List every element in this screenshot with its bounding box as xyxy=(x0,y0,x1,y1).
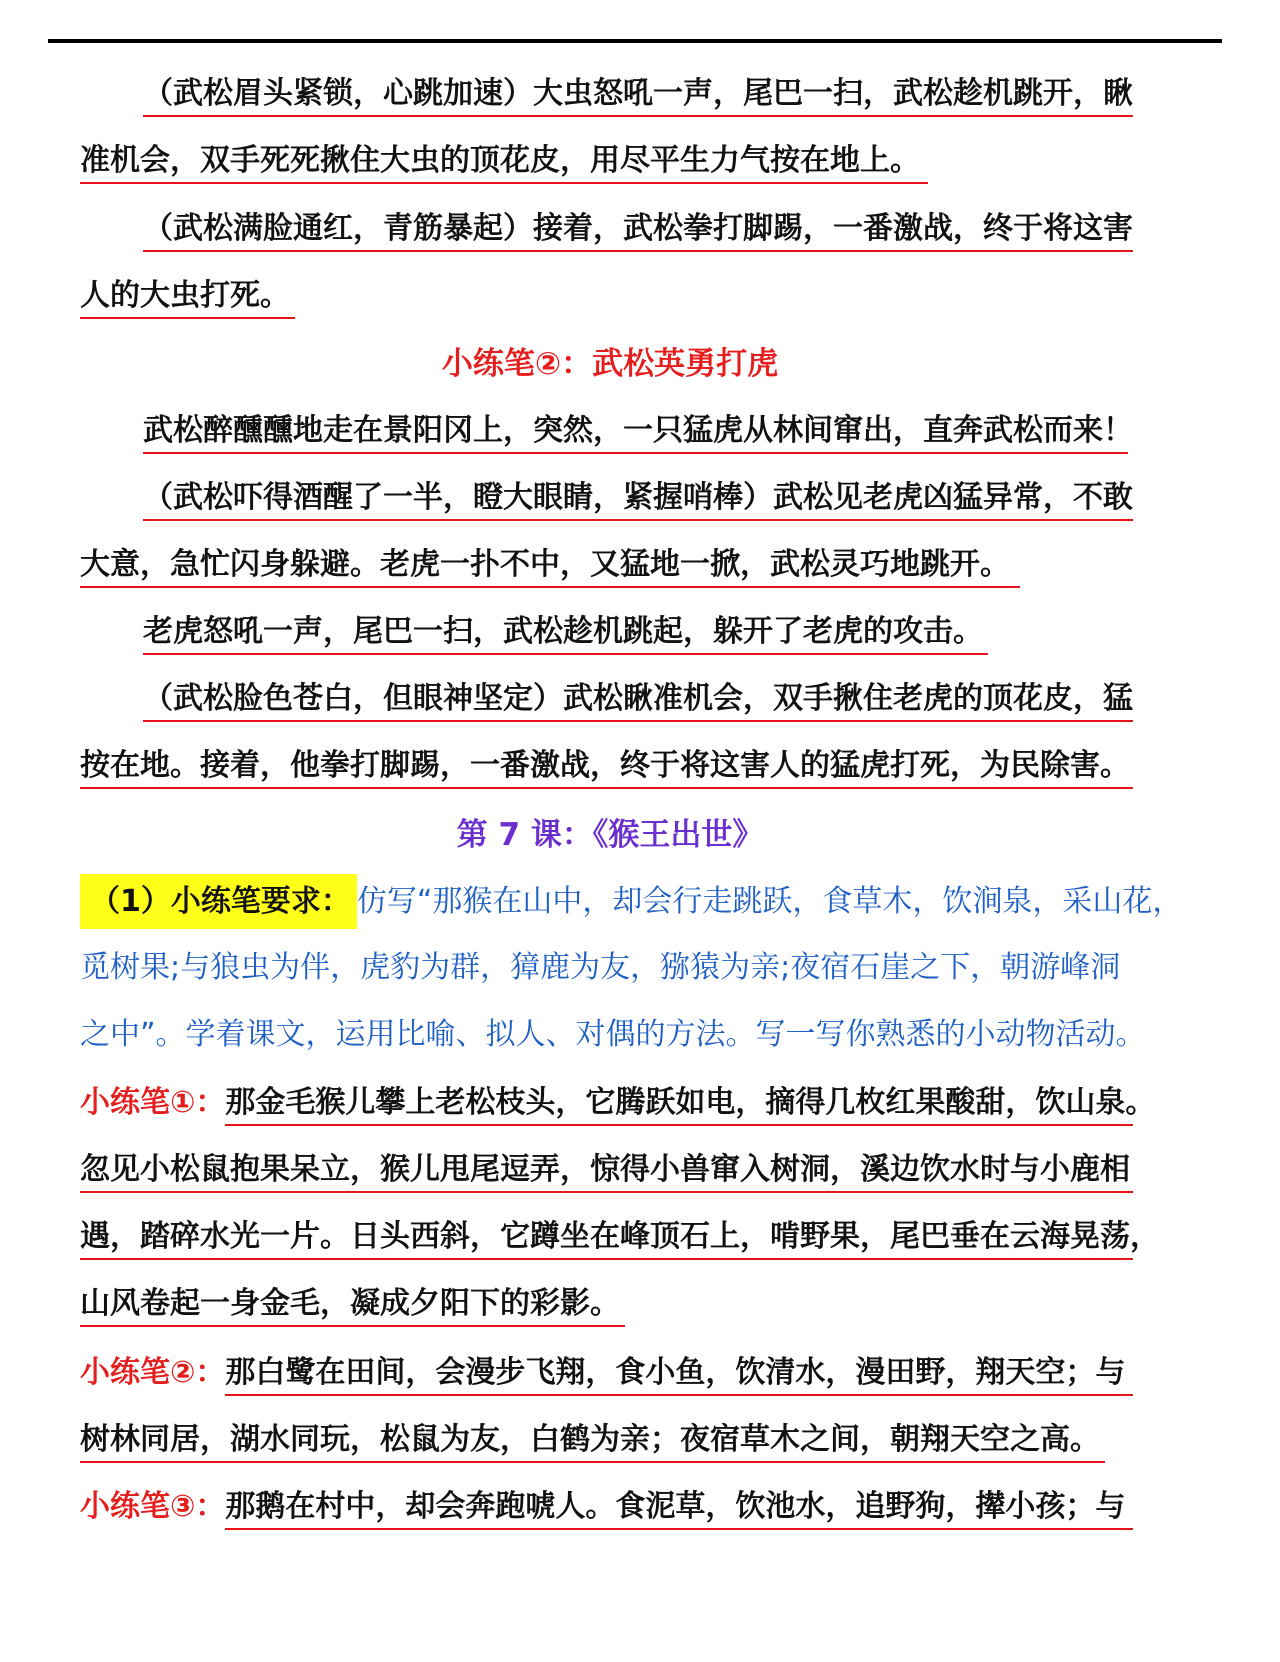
red-underline xyxy=(143,720,1133,722)
exercise-line: 山风卷起一身金毛，凝成夕阳下的彩影。 xyxy=(80,1286,620,1321)
exercise-line: 遇，踏碎水光一片。日头西斜，它蹲坐在峰顶石上，啃野果，尾巴垂在云海晃荡， xyxy=(80,1219,1160,1254)
exercise-text: 那白鹭在田间，会漫步飞翔，食小鱼，饮清水，漫田野，翔天空；与 xyxy=(225,1355,1126,1390)
exercise-label: 小练笔①： xyxy=(80,1085,226,1120)
red-underline xyxy=(143,519,1133,521)
top-rule xyxy=(48,39,1222,43)
paragraph-line: 老虎怒吼一声，尾巴一扫，武松趁机跳起，躲开了老虎的攻击。 xyxy=(143,614,983,649)
paragraph-line: （武松脸色苍白，但眼神坚定）武松瞅准机会，双手揪住老虎的顶花皮，猛 xyxy=(143,681,1133,716)
red-underline xyxy=(143,653,988,655)
exercise-line xyxy=(80,1353,1125,1393)
paragraph-line: 武松醉醺醺地走在景阳冈上，突然，一只猛虎从林间窜出，直奔武松而来！ xyxy=(143,413,1133,448)
red-underline xyxy=(80,317,295,319)
requirement-text: 仿写“那猴在山中，却会行走跳跃，食草木，饮涧泉，采山花， xyxy=(356,884,1183,919)
red-underline xyxy=(143,250,1133,252)
exercise-label: 小练笔③： xyxy=(80,1489,226,1524)
paragraph-line: （武松满脸通红，青筋暴起）接着，武松拳打脚踢，一番激战，终于将这害 xyxy=(143,211,1133,246)
exercise-line xyxy=(80,1487,1125,1527)
exercise-line: 忽见小松鼠抱果呆立，猴儿甩尾逗弄，惊得小兽窜入树洞，溪边饮水时与小鹿相 xyxy=(80,1152,1130,1187)
requirement-line: 之中”。学着课文，运用比喻、拟人、对偶的方法。写一写你熟悉的小动物活动。 xyxy=(80,1017,1146,1052)
practice-title: 小练笔②：武松英勇打虎 xyxy=(441,346,779,382)
red-underline xyxy=(225,1394,1133,1396)
exercise-text: 那鹅在村中，却会奔跑唬人。食泥草，饮池水，追野狗，撵小孩；与 xyxy=(225,1489,1126,1524)
requirement-label: （1）小练笔要求： xyxy=(80,874,357,929)
paragraph-line: 大意，急忙闪身躲避。老虎一扑不中，又猛地一掀，武松灵巧地跳开。 xyxy=(80,547,1010,582)
requirement-line: 觅树果;与狼虫为伴，虎豹为群，獐鹿为友，猕猿为亲;夜宿石崖之下，朝游峰洞 xyxy=(80,950,1121,985)
lesson-title: 第 7 课：《猴王出世》 xyxy=(456,817,764,853)
red-underline xyxy=(80,1258,1133,1260)
paragraph-line: 按在地。接着，他拳打脚踢，一番激战，终于将这害人的猛虎打死，为民除害。 xyxy=(80,748,1130,783)
red-underline xyxy=(225,1124,1133,1126)
red-underline xyxy=(80,1461,1105,1463)
red-underline xyxy=(80,787,1133,789)
paragraph-line: 准机会，双手死死揪住大虫的顶花皮，用尽平生力气按在地上。 xyxy=(80,143,920,178)
paragraph-line: 人的大虫打死。 xyxy=(80,278,290,313)
red-underline xyxy=(80,182,928,184)
exercise-label: 小练笔②： xyxy=(80,1355,226,1390)
red-underline xyxy=(143,452,1128,454)
red-underline xyxy=(80,586,1020,588)
exercise-line: 树林同居，湖水同玩，松鼠为友，白鹤为亲；夜宿草木之间，朝翔天空之高。 xyxy=(80,1422,1100,1457)
red-underline xyxy=(143,115,1133,117)
exercise-line xyxy=(80,1083,1155,1123)
exercise-text: 那金毛猴儿攀上老松枝头，它腾跃如电，摘得几枚红果酸甜，饮山泉。 xyxy=(225,1085,1156,1120)
paragraph-line: （武松吓得酒醒了一半，瞪大眼睛，紧握哨棒）武松见老虎凶猛异常，不敢 xyxy=(143,480,1133,515)
paragraph-line: （武松眉头紧锁，心跳加速）大虫怒吼一声，尾巴一扫，武松趁机跳开，瞅 xyxy=(143,76,1133,111)
red-underline xyxy=(80,1191,1133,1193)
requirement-line xyxy=(88,882,1182,922)
red-underline xyxy=(80,1325,625,1327)
red-underline xyxy=(225,1528,1133,1530)
